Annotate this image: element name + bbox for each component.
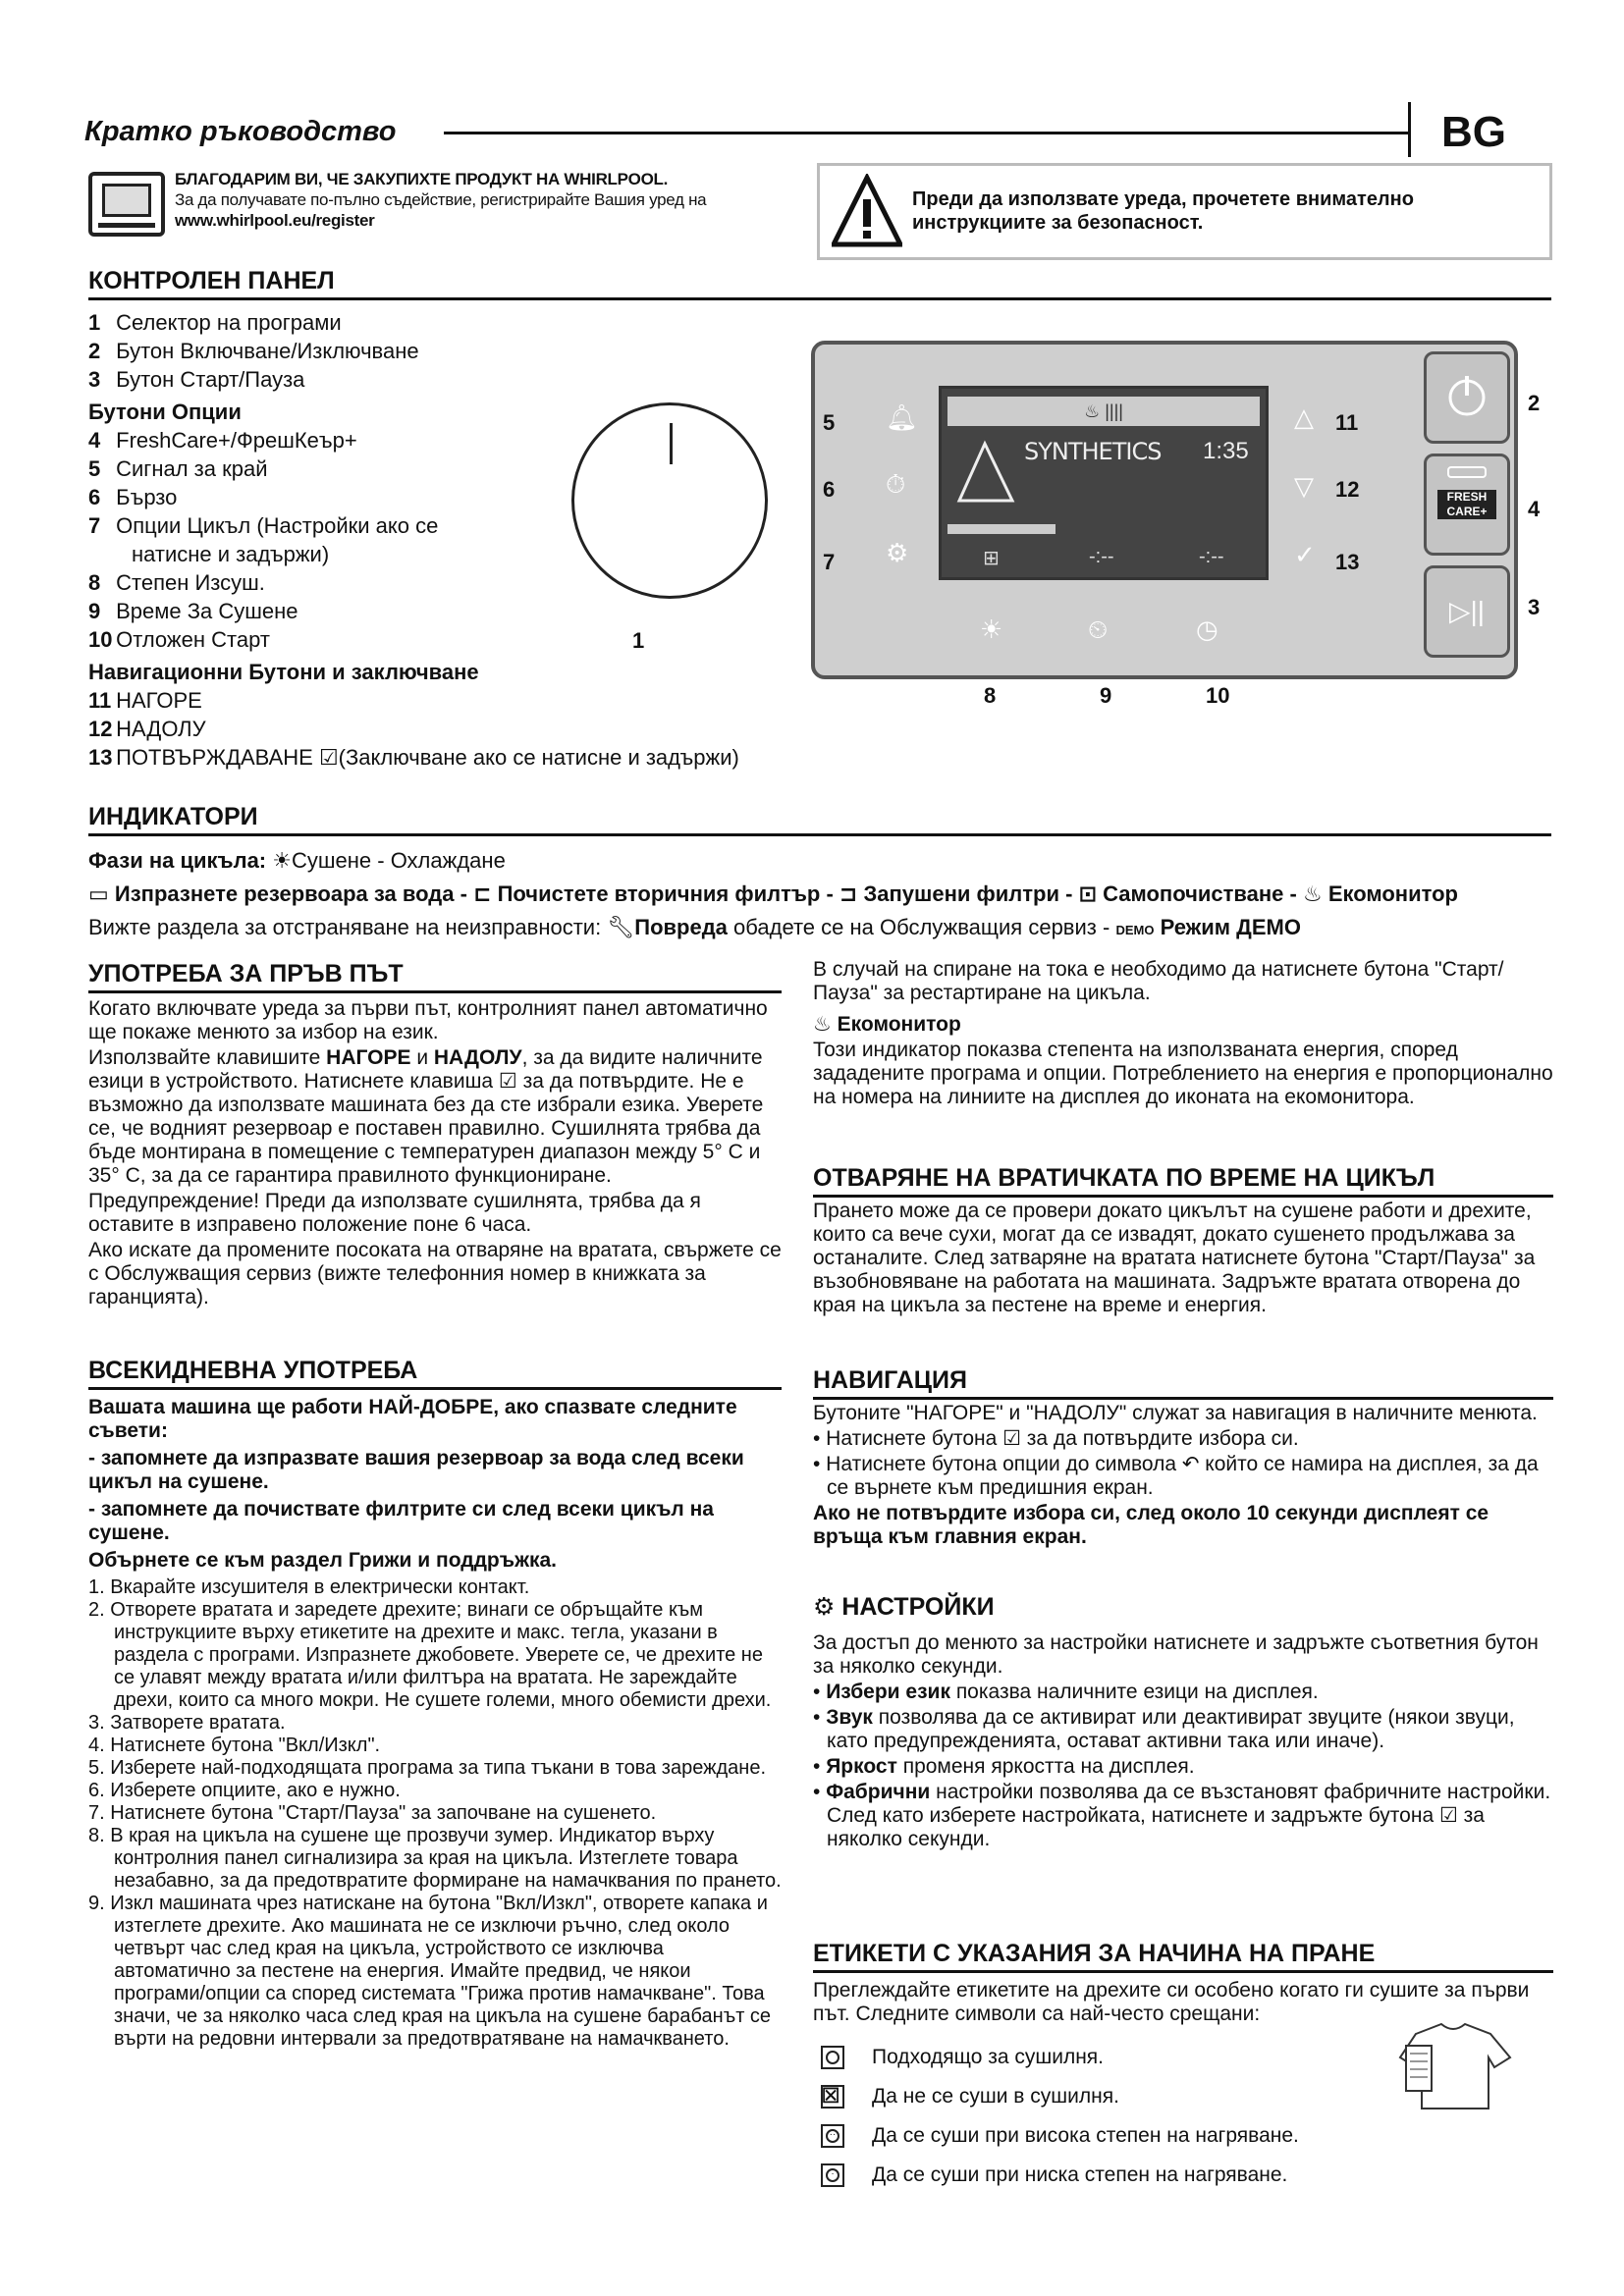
care-row: ·· Да се суши при висока степен на нагряване. bbox=[821, 2122, 1299, 2150]
cycle-time: 1:35 bbox=[1203, 438, 1249, 464]
dryness-icon: ⊞ bbox=[983, 548, 1000, 569]
confirm-check-icon[interactable]: ✓ bbox=[1294, 540, 1316, 569]
warning-icon bbox=[832, 174, 902, 248]
fault-line: Вижте раздела за отстраняване на неизправности: 🔧︎Повреда обадете се на Обслужващия сервиз - DEMO Режим ДЕМО bbox=[88, 915, 1301, 939]
header-rule bbox=[444, 132, 1408, 134]
play-pause-icon: ▷|| bbox=[1448, 596, 1486, 626]
down-arrow-icon[interactable]: ▽ bbox=[1294, 471, 1314, 501]
callout-2: 2 bbox=[1528, 391, 1541, 415]
step: 9. Изкл машината чрез натискане на бутона "Вкл/Изкл", отворете капака и изтеглете дрехите. Ако машината не се изключи ръчно, след около четвърт час след края на цикъла, устройството се изключва автоматично за пестене на енергия. Имайте предвид, че някои програми/опции са според системата "Грижа против намачкване". Това значи, че за няколко часа след края на цикъла на сушене барабанът се върти на редовни интервали за предотвратяване на намачкването. bbox=[88, 1893, 772, 2050]
callout-4: 4 bbox=[1528, 497, 1541, 521]
dry-time-value: -:-- bbox=[1089, 546, 1114, 567]
register-info: БЛАГОДАРИМ ВИ, ЧЕ ЗАКУПИХТЕ ПРОДУКТ НА WHIRLPOOL. За да получавате по-пълно съдействие, регистрирайте Вашия уред на www.whirlpool.eu/register bbox=[175, 170, 707, 230]
progress-bar bbox=[947, 524, 1056, 534]
care-labels-text: Преглеждайте етикетите на дрехите си особено когато ги сушите за първи път. Следните символи са най-често срещани: bbox=[813, 1979, 1530, 2025]
care-row: Подходящо за сушилня. bbox=[821, 2044, 1104, 2071]
callout-7: 7 bbox=[823, 550, 836, 574]
do-not-tumble-dry-icon: ⊠ bbox=[821, 2085, 844, 2109]
cycle-options-icon[interactable]: ⚙︎ bbox=[886, 538, 909, 567]
register-link[interactable]: www.whirlpool.eu/register bbox=[175, 211, 375, 230]
filter-icon: ⊏ bbox=[473, 881, 492, 906]
program-name: SYNTHETICS bbox=[1024, 438, 1162, 465]
step: 5. Изберете най-подходящата програма за типа тъкани в това зареждане. bbox=[88, 1757, 767, 1779]
step: 4. Натиснете бутона "Вкл/Изкл". bbox=[88, 1735, 381, 1756]
up-arrow-icon[interactable]: △ bbox=[1294, 402, 1314, 432]
callout-12: 12 bbox=[1335, 477, 1360, 502]
header-divider bbox=[1408, 102, 1411, 157]
power-button[interactable] bbox=[1424, 351, 1510, 444]
quick-icon[interactable]: ⏱︎ bbox=[886, 469, 906, 499]
step: 3. Затворете вратата. bbox=[88, 1712, 286, 1734]
power-note: В случай на спиране на тока е необходимо да натиснете бутона "Старт/Пауза" за рестартиране на цикъла. ♨ Екомонитор Този индикатор показва степента на използваната енергия, според зададените програма и опции. Потреблението на енергия е пропорционално на номера на линиите на дисплея до иконата на екомонитора. bbox=[813, 958, 1553, 1108]
bell-icon[interactable]: 🔔︎ bbox=[886, 402, 919, 432]
step: 6. Изберете опциите, ако е нужно. bbox=[88, 1780, 401, 1801]
freshcare-button[interactable] bbox=[1424, 454, 1510, 556]
callout-6: 6 bbox=[823, 477, 836, 502]
drying-time-icon[interactable]: ⏲︎ bbox=[1088, 614, 1109, 644]
low-heat-icon: · bbox=[821, 2163, 844, 2187]
daily-use-text: Вашата машина ще работи НАЙ-ДОБРЕ, ако спазвате следните съвети: - запомнете да изпразвате вашия резервоар за вода след всеки цикъл на сушене. - запомнете да почиствате филтрите си след всеки цикъл на сушене. Обърнете се към раздел Грижи и поддръжка. 1. Вкарайте изсушителя в електрически контакт. 2. Отворете вратата и заредете дрехите; винаги се обръщайте към инструкциите върху етикетите на дрехите и макс. тегла, указани в раздела с програми. Изпразнете джобовете. Уверете се, че дрехите не се улавят между вратата и/или филтъра на вратата. Не зареждайте дрехи, които са много мокри. Не сушете големи, много обемисти дрехи. 3. Затворете вратата. 4. Натиснете бутона "Вкл/Изкл". 5. Изберете най-подходящата програма за типа тъкани в това зареждане. 6. Изберете опциите, ако е нужно. 7. Натиснете бутона "Старт/Пауза" за започване на сушенето. 8. В края на цикъла на сушене ще прозвучи зумер. Индикатор върху контролния панел сигнализира за края на цикъла. Изтеглете товара незабавно, за да предотвратите формиране на намачквания по прането. 9. Изкл машината чрез натискане на бутона "Вкл/Изкл", отворете капака и изтеглете дрехите. Ако машината не се изключи ръчно, след около четвърт час след края на цикъла, устройството се изключва автоматично за пестене на енергия. Имайте предвид, че някои програми/опции са според системата "Грижа против намачкване". Това значи, че за няколко часа след края на цикъла на сушене барабанът се върти на редовни интервали за предотвратяване на намачкването. bbox=[88, 1396, 782, 2050]
drying-phase-icon: ☀︎ bbox=[272, 848, 292, 873]
settings-text: За достъп до менюто за настройки натиснете и задръжте съответния бутон за няколко секунди. • Избери език показва наличните езици на дисплея. • Звук позволява да се активират или деактивират звуците (някои звуци, като предупрежденията, остават активни така или иначе). • Яркост променя яркостта на дисплея. • Фабрични настройки позволява да се възстановят фабричните настройки. След като изберете настройката, натиснете и задръжте бутона ☑ за няколко секунди. bbox=[813, 1631, 1551, 1850]
dryness-level-icon[interactable]: ☀︎ bbox=[980, 614, 1003, 644]
care-row: · Да се суши при ниска степен на нагряване. bbox=[821, 2162, 1287, 2189]
demo-icon: DEMO bbox=[1115, 923, 1155, 937]
eco-monitor-icon: ♨ bbox=[813, 1013, 832, 1036]
door-heading: ОТВАРЯНЕ НА ВРАТИЧКАТА ПО ВРЕМЕ НА ЦИКЪЛ bbox=[813, 1164, 1553, 1198]
settings-gear-icon: ⚙︎ bbox=[813, 1593, 836, 1621]
step: 8. В края на цикъла на сушене ще прозвучи зумер. Индикатор върху контролния панел сигнализира за края на цикъла. Изтеглете товара незабавно, за да предотвратите формиране на намачквания по прането. bbox=[88, 1825, 782, 1892]
display-screen bbox=[939, 386, 1269, 580]
water-tank-icon: ▭ bbox=[88, 881, 109, 906]
step: 2. Отворете вратата и заредете дрехите; винаги се обръщайте към инструкциите върху етикетите на дрехите и макс. тегла, указани в раздела с програми. Изпразнете джобовете. Уверете се, че дрехите не се улавят между вратата и/или филтъра на вратата. Не зареждайте дрехи, които са много мокри. Не сушете големи, много обемисти дрехи. bbox=[88, 1599, 772, 1711]
knob-callout: 1 bbox=[632, 628, 645, 653]
language-code: BG bbox=[1441, 108, 1506, 156]
guide-title: Кратко ръководство bbox=[84, 116, 397, 147]
first-use-heading: УПОТРЕБА ЗА ПРЪВ ПЪТ bbox=[88, 960, 782, 993]
cycle-phases: Фази на цикъла: ☀︎Сушене - Охлаждане bbox=[88, 848, 506, 873]
navigation-heading: НАВИГАЦИЯ bbox=[813, 1366, 1553, 1400]
delay-start-value: -:-- bbox=[1199, 546, 1224, 567]
power-icon bbox=[1427, 354, 1507, 441]
care-row: ⊠ Да не се суши в сушилня. bbox=[821, 2082, 1119, 2109]
step: 7. Натиснете бутона "Старт/Пауза" за започване на сушенето. bbox=[88, 1802, 657, 1824]
eco-monitor-bar-icon: ♨ |||| bbox=[947, 397, 1260, 426]
freshcare-badge: FRESH CARE+ bbox=[1437, 490, 1496, 519]
navigation-text: Бутоните "НАГОРЕ" и "НАДОЛУ" служат за навигация в наличните менюта. • Натиснете бутона ☑ за да потвърдите избора си. • Натиснете бутона опции до символа ↶ който се намира на дисплея, за да се върнете към предишния екран. Ако не потвърдите избора си, след около 10 секунди дисплеят се връща към главния екран. bbox=[813, 1402, 1539, 1548]
synthetics-icon bbox=[955, 440, 1016, 507]
settings-heading: ⚙︎ НАСТРОЙКИ bbox=[813, 1593, 995, 1621]
daily-use-heading: ВСЕКИДНЕВНА УПОТРЕБА bbox=[88, 1357, 782, 1390]
step: 1. Вкарайте изсушителя в електрически контакт. bbox=[88, 1576, 530, 1598]
callout-13: 13 bbox=[1335, 550, 1360, 574]
high-heat-icon: ·· bbox=[821, 2124, 844, 2148]
door-text: Прането може да се провери докато цикълът на сушене работи и дрехите, които са вече сухи, могат да се извадят, докато сушенето продължава за останалите. След затваряне на вратата натиснете бутона "Старт/Пауза" за възобновяване на работата на машината. Задръжте вратата отворена до края на цикъла за пестене на време и енергия. bbox=[813, 1200, 1536, 1316]
eco-monitor-icon: ♨ bbox=[1302, 881, 1323, 906]
callout-11: 11 bbox=[1335, 410, 1359, 435]
indicators-heading: ИНДИКАТОРИ bbox=[88, 803, 1551, 836]
clogged-filter-icon: ⊐ bbox=[839, 881, 858, 906]
program-selector-knob[interactable] bbox=[571, 402, 768, 599]
callout-10: 10 bbox=[1206, 683, 1230, 708]
self-clean-icon: ⊡ bbox=[1078, 881, 1097, 906]
tumble-dry-ok-icon bbox=[821, 2046, 844, 2069]
control-panel-heading: КОНТРОЛЕН ПАНЕЛ bbox=[88, 267, 1551, 300]
delay-start-icon[interactable]: ◷ bbox=[1196, 614, 1218, 644]
callout-8: 8 bbox=[984, 683, 997, 708]
callout-9: 9 bbox=[1100, 683, 1112, 708]
garment-label-illustration bbox=[1386, 2018, 1520, 2116]
safety-warning: Преди да използвате уреда, прочетете внимателно инструкциите за безопасност. bbox=[817, 163, 1552, 260]
callout-5: 5 bbox=[823, 410, 836, 435]
computer-icon bbox=[88, 172, 165, 237]
control-panel-legend: 1 Селектор на програми 2 Бутон Включване/Изключване 3 Бутон Старт/Пауза Бутони Опции 4 FreshCare+/ФрешКеър+ 5 Сигнал за край 6 Бързо 7 Опции Цикъл (Настройки ако се натисне и задържи) 8 Степен Изсуш. 9 Време За Сушене 10 Отложен Старт Навигационни Бутони и заключване 11 НАГОРЕ 12 НАДОЛУ 13 ПОТВЪРЖДАВАНЕ ☑(Заключване ако се натисне и задържи) bbox=[88, 310, 739, 770]
first-use-text: Когато включвате уреда за първи път, контролният панел автоматично ще покаже менюто за избор на език. Използвайте клавишите НАГОРЕ и НАДОЛУ, за да видите наличните езици в устройството. Натиснете клавиша ☑ за да потвърдите. Не е възможно да използвате машината без да сте избрали езика. Уверете се, че водният резервоар е поставен правилно. Сушилнята трябва да бъде монтирана в помещение с температурен диапазон между 5° C и 35° C, за да се гарантира правилното функциониране. Предупреждение! Преди да използвате сушилнята, трябва да я оставите в изправено положение поне 6 часа. Ако искате да промените посоката на отваряне на вратата, свържете се с Обслужващия сервиз (вижте телефонния номер в книжката за гаранцията). bbox=[88, 997, 782, 1308]
care-labels-heading: ЕТИКЕТИ С УКАЗАНИЯ ЗА НАЧИНА НА ПРАНЕ bbox=[813, 1940, 1553, 1973]
start-pause-button[interactable] bbox=[1424, 565, 1510, 658]
callout-3: 3 bbox=[1528, 595, 1541, 619]
indicator-list: ▭ Изпразнете резервоара за вода - ⊏ Почистете вторичния филтър - ⊐ Запушени филтри - ⊡ Самопочистване - ♨ Екомонитор bbox=[88, 881, 1458, 906]
wrench-icon: 🔧︎ bbox=[607, 915, 635, 939]
